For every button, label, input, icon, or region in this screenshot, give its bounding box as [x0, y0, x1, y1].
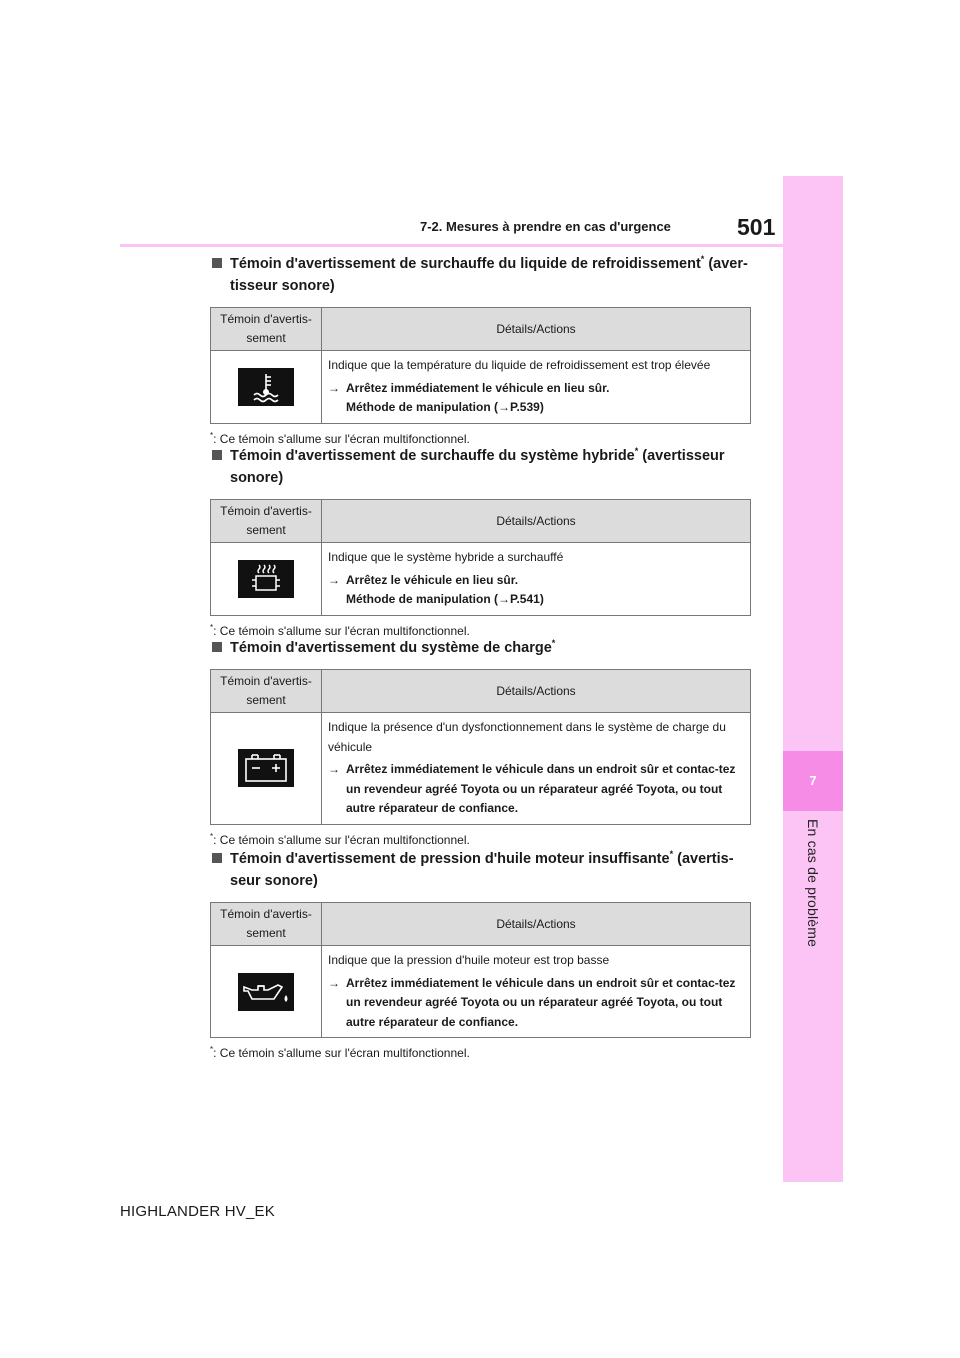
header-details-actions: Détails/Actions	[322, 308, 751, 351]
section-title: Témoin d'avertissement de surchauffe du système hybride* (avertisseur sonore)	[210, 445, 752, 489]
table-header-row	[211, 500, 751, 543]
header-warning-light: Témoin d'avertis-sement	[211, 903, 322, 946]
warning-section-oil-pressure	[210, 848, 752, 1060]
table-header-row	[211, 670, 751, 713]
warning-table	[210, 902, 751, 1038]
header-divider	[120, 244, 783, 247]
action-text: → Arrêtez immédiatement le véhicule en lieu sûr. Méthode de manipulation (→P.539)	[328, 380, 610, 414]
header-warning-light: Témoin d'avertis-sement	[211, 308, 322, 351]
action-text: → Arrêtez le véhicule en lieu sûr. Méthode de manipulation (→P.541)	[328, 572, 544, 606]
footnote: *: Ce témoin s'allume sur l'écran multifonctionnel.	[210, 831, 470, 847]
arrow-icon: →	[328, 762, 340, 776]
footnote: *: Ce témoin s'allume sur l'écran multifonctionnel.	[210, 1045, 470, 1060]
page-number: 501	[737, 214, 776, 240]
arrow-icon: →	[328, 380, 340, 395]
action-text: → Arrêtez immédiatement le véhicule dans un endroit sûr et contac-tez un revendeur agréé Toyota ou un réparateur agréé Toyota, ou tout autre réparateur de confiance.	[328, 975, 736, 1029]
section-title: Témoin d'avertissement de surchauffe du liquide de refroidissement* (aver-tisseur sonore)	[210, 253, 752, 297]
section-heading: 7-2. Mesures à prendre en cas d'urgence	[420, 219, 671, 234]
model-name: HIGHLANDER HV_EK	[120, 1203, 275, 1220]
description: Indique que la pression d'huile moteur est trop basse	[328, 953, 610, 967]
description: Indique que la température du liquide de refroidissement est trop élevée	[328, 358, 711, 372]
table-row	[211, 713, 751, 825]
header-warning-light: Témoin d'avertis-sement	[211, 670, 322, 713]
chapter-sidebar	[783, 176, 843, 1182]
table-header-row	[211, 903, 751, 946]
table-row	[211, 543, 751, 616]
arrow-icon: →	[328, 572, 340, 587]
table-row	[211, 946, 751, 1038]
section-title: Témoin d'avertissement de pression d'huile moteur insuffisante* (avertis-seur sonore)	[210, 848, 752, 892]
header-details-actions: Détails/Actions	[322, 500, 751, 543]
square-bullet-icon	[212, 642, 222, 652]
warning-section-coolant	[210, 253, 752, 446]
page-reference-link[interactable]: P.541)	[510, 592, 544, 606]
warning-table	[210, 307, 751, 424]
action-text: → Arrêtez immédiatement le véhicule dans un endroit sûr et contac-tez un revendeur agréé Toyota ou un réparateur agréé Toyota, ou tout autre réparateur de confiance.	[328, 762, 736, 815]
oil-pressure-icon	[238, 973, 294, 1011]
warning-section-hybrid	[210, 445, 752, 638]
square-bullet-icon	[212, 450, 222, 460]
warning-table	[210, 499, 751, 616]
description: Indique la présence d'un dysfonctionnement dans le système de charge du véhicule	[328, 720, 726, 754]
table-row	[211, 351, 751, 424]
chapter-number: 7	[809, 773, 817, 788]
header-details-actions: Détails/Actions	[322, 903, 751, 946]
chapter-title: En cas de problème	[805, 819, 821, 948]
table-header-row	[211, 308, 751, 351]
square-bullet-icon	[212, 258, 222, 268]
hybrid-system-overheat-icon	[238, 560, 294, 598]
coolant-temperature-icon	[238, 368, 294, 406]
warning-section-charge	[210, 637, 752, 847]
page-reference-link[interactable]: P.539)	[510, 400, 544, 414]
chapter-tab-active[interactable]	[783, 751, 843, 811]
header-warning-light: Témoin d'avertis-sement	[211, 500, 322, 543]
section-title: Témoin d'avertissement du système de charge*	[210, 637, 752, 659]
battery-charge-icon	[238, 749, 294, 787]
arrow-icon: →	[328, 975, 340, 990]
footnote: *: Ce témoin s'allume sur l'écran multifonctionnel.	[210, 622, 470, 638]
footnote: *: Ce témoin s'allume sur l'écran multifonctionnel.	[210, 430, 470, 446]
square-bullet-icon	[212, 853, 222, 863]
description: Indique que le système hybride a surchauffé	[328, 550, 564, 564]
header-details-actions: Détails/Actions	[322, 670, 751, 713]
warning-table	[210, 669, 751, 825]
